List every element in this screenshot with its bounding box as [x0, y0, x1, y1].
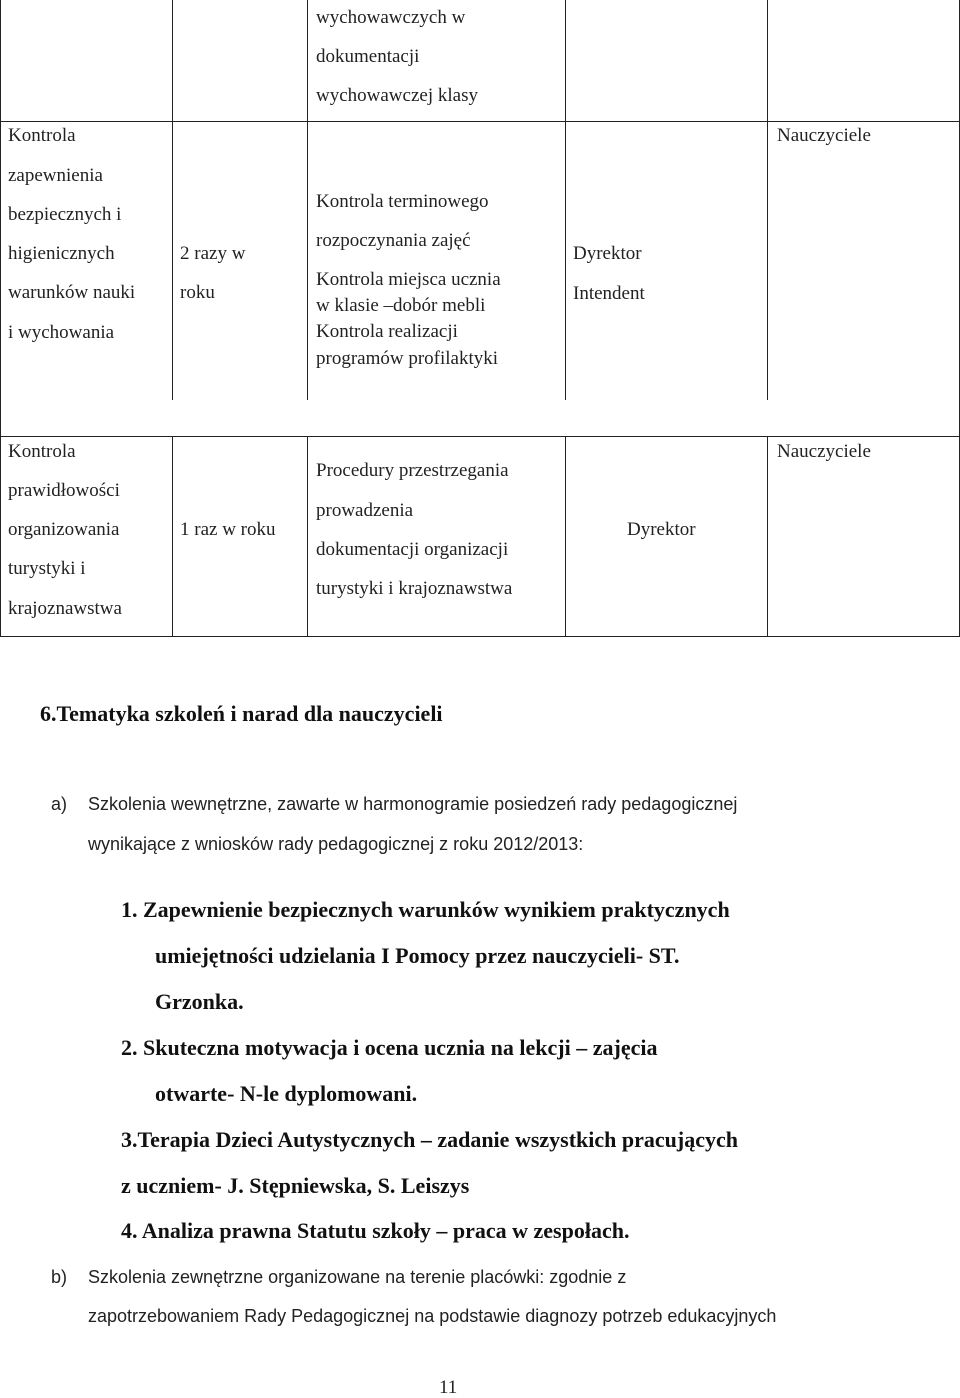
table-col-divider-3	[565, 0, 566, 400]
row1-col2-line2: roku	[180, 282, 215, 303]
table-col-divider-1	[172, 0, 173, 400]
table-border-bottom	[0, 636, 960, 637]
list-item-2-line2: otwarte- N-le dyplomowani.	[155, 1081, 418, 1106]
row2-col3-line3: dokumentacji organizacji	[316, 539, 509, 560]
table-col-divider-2b	[307, 436, 308, 637]
row1-col1-line5: warunków nauki	[8, 282, 136, 303]
item-b-line2: zapotrzebowaniem Rady Pedagogicznej na podstawie diagnozy potrzeb edukacyjnych	[88, 1306, 777, 1326]
item-b-line1: Szkolenia zewnętrzne organizowane na terenie placówki: zgodnie z	[88, 1267, 627, 1287]
table-col-divider-4b	[767, 436, 768, 637]
row0-col3-line1: wychowawczych w	[316, 7, 466, 28]
table-col-divider-1b	[172, 436, 173, 637]
list-item-3-line2: z uczniem- J. Stępniewska, S. Leiszys	[121, 1173, 470, 1198]
row2-col1-line5: krajoznawstwa	[8, 598, 122, 619]
row1-col1-line2: zapewnienia	[8, 165, 103, 186]
table-col-divider-4	[767, 0, 768, 400]
row1-col3-line1: Kontrola terminowego	[316, 191, 489, 212]
page-number: 11	[439, 1377, 458, 1398]
item-a-line2: wynikające z wniosków rady pedagogicznej z roku 2012/2013:	[88, 834, 584, 854]
list-item-1-line3: Grzonka.	[155, 989, 244, 1014]
row0-col3-line3: wychowawczej klasy	[316, 85, 478, 106]
row2-col5: Nauczyciele	[777, 441, 871, 462]
row2-col3-line4: turystyki i krajoznawstwa	[316, 578, 513, 599]
row1-col4-line1: Dyrektor	[573, 243, 642, 264]
table-border-left	[0, 0, 1, 637]
row2-col4: Dyrektor	[627, 519, 696, 540]
row0-col3-line2: dokumentacji	[316, 46, 420, 67]
list-item-4-line1: 4. Analiza prawna Statutu szkoły – praca w zespołach.	[121, 1218, 630, 1243]
row1-col5: Nauczyciele	[777, 125, 871, 146]
row1-col3-line5: Kontrola realizacji	[316, 321, 458, 342]
row1-col2-line1: 2 razy w	[180, 243, 246, 264]
list-item-1-line2: umiejętności udzielania I Pomocy przez nauczycieli- ST.	[155, 943, 680, 968]
table-row-divider-1	[0, 121, 960, 122]
row1-col1-line1: Kontrola	[8, 125, 76, 146]
row2-col1-line4: turystyki i	[8, 558, 86, 579]
row1-col4-line2: Intendent	[573, 283, 645, 304]
row2-col2: 1 raz w roku	[180, 519, 276, 540]
table-row-divider-2	[0, 436, 960, 437]
list-item-3-line1: 3.Terapia Dzieci Autystycznych – zadanie wszystkich pracujących	[121, 1127, 738, 1152]
row2-col1-line3: organizowania	[8, 519, 120, 540]
item-b-marker: b)	[51, 1267, 68, 1287]
table-col-divider-2	[307, 0, 308, 400]
row1-col1-line6: i wychowania	[8, 322, 115, 343]
list-item-2-line1: 2. Skuteczna motywacja i ocena ucznia na lekcji – zajęcia	[121, 1035, 658, 1060]
list-item-1-line1: 1. Zapewnienie bezpiecznych warunków wynikiem praktycznych	[121, 897, 730, 922]
row1-col3-line6: programów profilaktyki	[316, 348, 499, 369]
row1-col1-line3: bezpiecznych i	[8, 204, 122, 225]
row2-col3-line1: Procedury przestrzegania	[316, 460, 509, 481]
table-col-divider-3b	[565, 436, 566, 637]
section-heading: 6.Tematyka szkoleń i narad dla nauczycieli	[40, 701, 443, 726]
row1-col3-line2: rozpoczynania zajęć	[316, 230, 471, 251]
row2-col3-line2: prowadzenia	[316, 500, 414, 521]
row1-col3-line4: w klasie –dobór mebli	[316, 295, 486, 316]
row1-col3-line3: Kontrola miejsca ucznia	[316, 269, 501, 290]
row1-col1-line4: higienicznych	[8, 243, 115, 264]
item-a-marker: a)	[51, 794, 68, 814]
row2-col1-line1: Kontrola	[8, 441, 76, 462]
row2-col1-line2: prawidłowości	[8, 480, 120, 501]
item-a-line1: Szkolenia wewnętrzne, zawarte w harmonogramie posiedzeń rady pedagogicznej	[88, 794, 738, 814]
